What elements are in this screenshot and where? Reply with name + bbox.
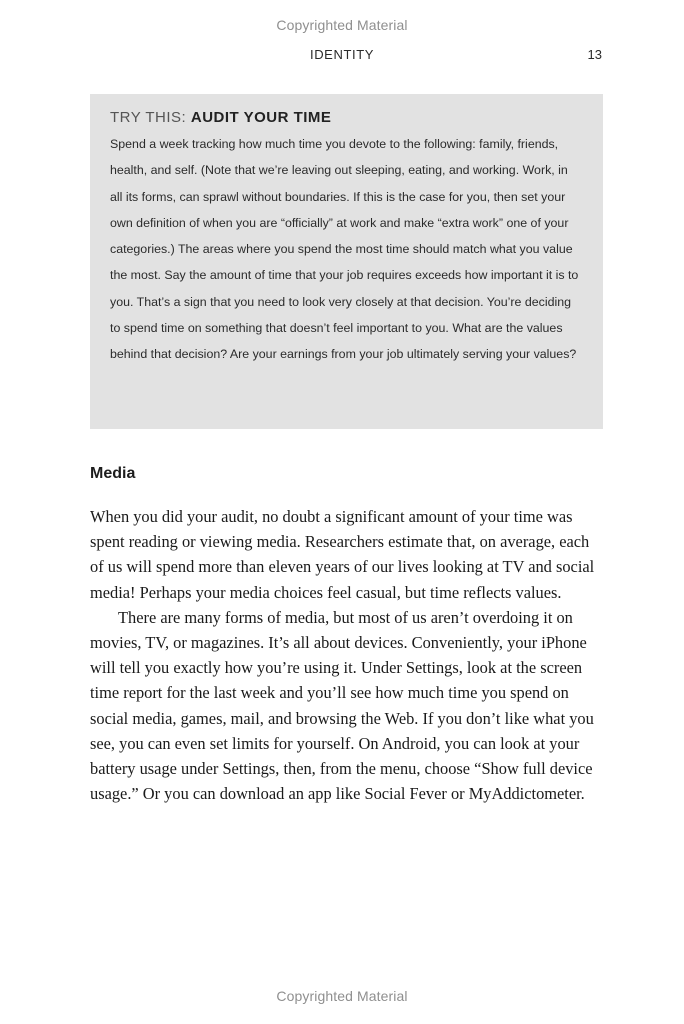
try-this-sidebar [90,94,603,429]
sidebar-heading-lead: TRY THIS: [110,109,187,126]
body-paragraph: When you did your audit, no doubt a significant amount of your time was spent reading or viewing media. Researchers estimate that, on average, each of us will spend more than eleven years of our lives looking at TV and social media! Perhaps your media choices feel casual, but time reflects values. [90,507,595,602]
sidebar-body: Spend a week tracking how much time you devote to the following: family, friends, health, and self. (Note that we’re leaving out sleeping, eating, and working. Work, in all its forms, can sprawl without boundaries. If this is the case for you, then set your own definition of when you are “officially” at work and make “extra work” one of your categories.) The areas where you spend the most time should match what you value the most. Say the amount of time that your job requires exceeds how important it is to you. That’s a sign that you need to look very closely at that decision. You’re deciding to spend time on something that doesn’t feel important to you. What are the values behind that decision? Are your earnings from your job ultimately serving your values? [110,137,579,362]
copyright-watermark-top: Copyrighted Material [276,17,408,33]
page-number: 13 [587,47,602,62]
body-paragraph: There are many forms of media, but most of us aren’t overdoing it on movies, TV, or magazines. It’s all about devices. Conveniently, your iPhone will tell you exactly how you’re using it. Under Settings, look at the screen time report for the last week and you’ll see how much time you spend on social media, games, mail, and browsing the Web. If you don’t like what you see, you can even set limits for yourself. On Android, you can look at your battery usage under Settings, then, from the menu, choose “Show full device usage.” Or you can download an app like Social Fever or MyAddictometer. [90,607,594,804]
running-head: IDENTITY [309,47,375,62]
section-heading: Media [90,465,136,482]
body-text [90,504,603,806]
sidebar-heading-title: AUDIT YOUR TIME [190,109,332,126]
sidebar-heading [110,109,583,127]
copyright-watermark-bottom: Copyrighted Material [276,988,408,1004]
